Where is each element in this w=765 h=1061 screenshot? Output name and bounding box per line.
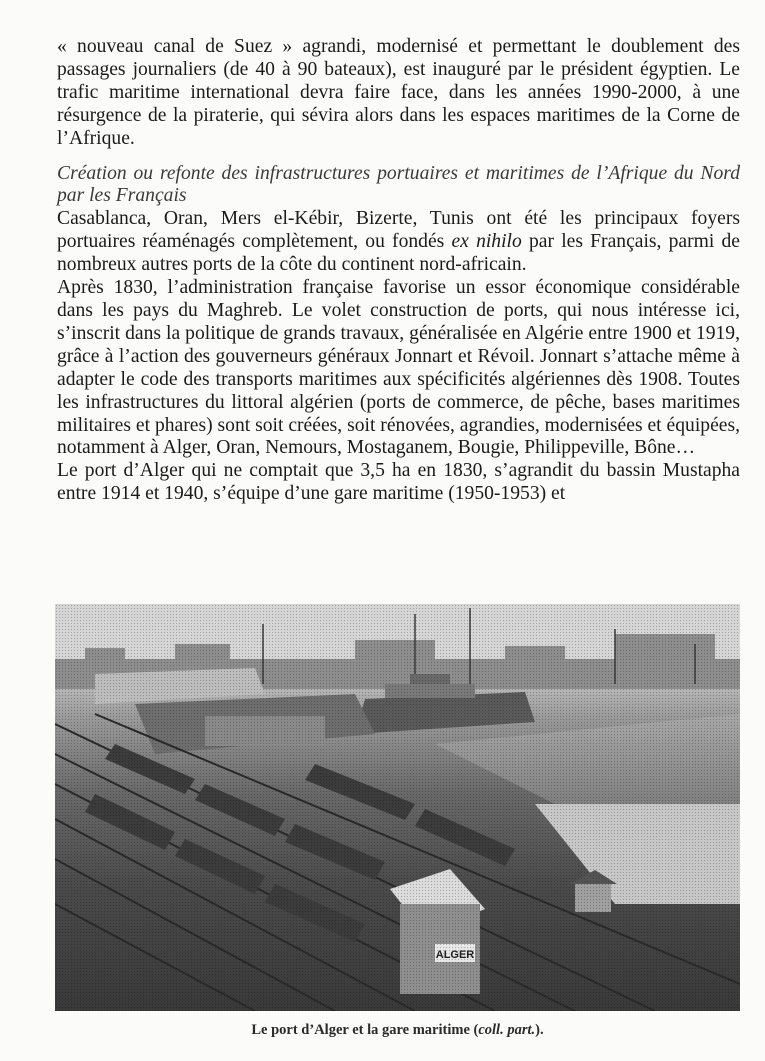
caption-credit: coll. part.	[478, 1022, 536, 1038]
paragraph-ports-start: Casablanca, Oran, Mers el-Kébir, Bizerte, Tunis ont été les principaux foyers portuaires réaménagés complètement, ou fondés	[57, 208, 740, 253]
paragraph-ports-end: par les Français, parmi de nombreux autres ports de la côte du continent nord-africain.	[57, 231, 741, 276]
paragraph-maghreb: Après 1830, l’administration française favorise un essor économique considérable dans les pays du Maghreb. Le volet construction de ports, qui nous intéresse ici, s’inscrit dans la politique de grands travaux, généralisée en Algérie entre 1900 et 1919, grâce à l’action des gouverneurs généraux Jonnart et Révoil. Jonnart s’attache même à adapter le code des transports maritimes aux spécificités algériennes dès 1908. Toutes les infrastructures du littoral algérien (ports de commerce, de pêche, bases maritimes militaires et phares) sont soit créées, soit rénovées, agrandies, modernisées et équipées, notamment à Alger, Oran, Nemours, Mostaganem, Bougie, Philippeville, Bône…	[57, 277, 740, 459]
caption-end: ).	[535, 1022, 544, 1038]
paragraph-alger: Le port d’Alger qui ne comptait que 3,5 ha en 1830, s’agrandit du bassin Mustapha entre 1914 et 1940, s’équipe d’une gare maritime (1950-1953) et	[57, 460, 740, 505]
section-subheading: Création ou refonte des infrastructures portuaires et maritimes de l’Afrique du Nord par les Français	[57, 162, 740, 207]
port-photograph	[55, 604, 740, 1011]
paragraph-ports	[57, 208, 740, 277]
halftone-texture	[55, 604, 740, 1011]
caption-main: Le port d’Alger et la gare maritime (	[251, 1022, 479, 1038]
ex-nihilo-term: ex nihilo	[451, 231, 522, 253]
body-text	[57, 36, 740, 506]
paragraph-suez: « nouveau canal de Suez » agrandi, modernisé et permettant le doublement des passages journaliers (de 40 à 90 bateaux), est inauguré par le président égyptien. Le trafic maritime international devra faire face, dans les années 1990-2000, à une résurgence de la piraterie, qui sévira alors dans les espaces maritimes de la Corne de l’Afrique.	[57, 36, 740, 149]
port-photo-illustration	[55, 604, 740, 1011]
photo-caption	[55, 1022, 740, 1039]
